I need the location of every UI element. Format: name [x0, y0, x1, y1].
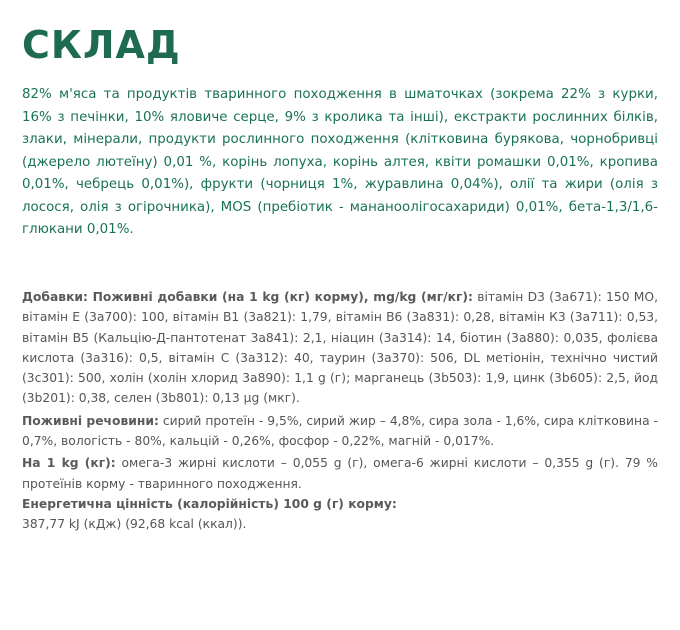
nutrients-text: сирий протеїн - 9,5%, сирий жир – 4,8%, сира зола - 1,6%, сира клітковина - 0,7%, вологість - 80%, кальцій - 0,26%, фосфор - 0,22%, магній - 0,017%. [22, 413, 658, 449]
additives-section [22, 287, 658, 535]
per-kg-text: омега-3 жирні кислоти – 0,055 g (г), омега-6 жирні кислоти – 0,355 g (г). 79 % протеїнів корму - тваринного походження. [22, 456, 658, 491]
additives-text: вітамін D3 (3а671): 150 МО, вітамін Е (3а700): 100, вітамін В1 (3а821): 1,79, вітамін В6 (3а831): 0,28, вітамін К3 (3а711): 0,53, вітамін В5 (Кальцію-Д-пантотенат 3а841): 2,1, ніацин (3а314): 14, біотин (3а880): 0,035, фолієва кислота (3а316): 0,5, вітамін С (3а312): 40, таурин (3а370): 506, DL метіонін, технічно чистий (3с301): 500, холін (холін хлорид 3а890): 1,1 g (г); марганець (3b503): 1,9, цинк (3b605): 2,5, йод (3b201): 0,38, селен (3b801): 0,13 μg (мкг). [22, 290, 659, 406]
additives-paragraph [22, 287, 658, 409]
page-title: СКЛАД [22, 23, 181, 67]
energy-paragraph [22, 494, 658, 535]
per-kg-label: На 1 kg (кг): [22, 456, 116, 471]
per-kg-paragraph [22, 453, 658, 494]
additives-label: Добавки: Поживні добавки (на 1 kg (кг) корму), mg/kg (мг/кг): [22, 290, 473, 304]
energy-label: Енергетична цінність (калорійність) 100 g (г) корму: [22, 496, 397, 511]
energy-text: 387,77 kJ (кДж) (92,68 kcal (ккал)). [22, 517, 247, 532]
nutrients-paragraph [22, 411, 658, 452]
composition-text: 82% м'яса та продуктів тваринного походження в шматочках (зокрема 22% з курки, 16% з печінки, 10% яловиче серце, 9% з кролика та інші), екстракти рослинних білків, злаки, мінерали, продукти рослинного походження (клітковина бурякова, чорнобривці (джерело лютеїну) 0,01 %, корінь лопуха, корінь алтея, квіти ромашки 0,01%, кропива 0,01%, чебрець 0,01%), фрукти (чорниця 1%, журавлина 0,04%), олії та жири (олія з лосося, олія з огірочника), MOS (пребіотик - мананоолігосахариди) 0,01%, бета-1,3/1,6-глюкани 0,01%. [22, 87, 658, 237]
nutrients-label: Поживні речовини: [22, 413, 159, 428]
